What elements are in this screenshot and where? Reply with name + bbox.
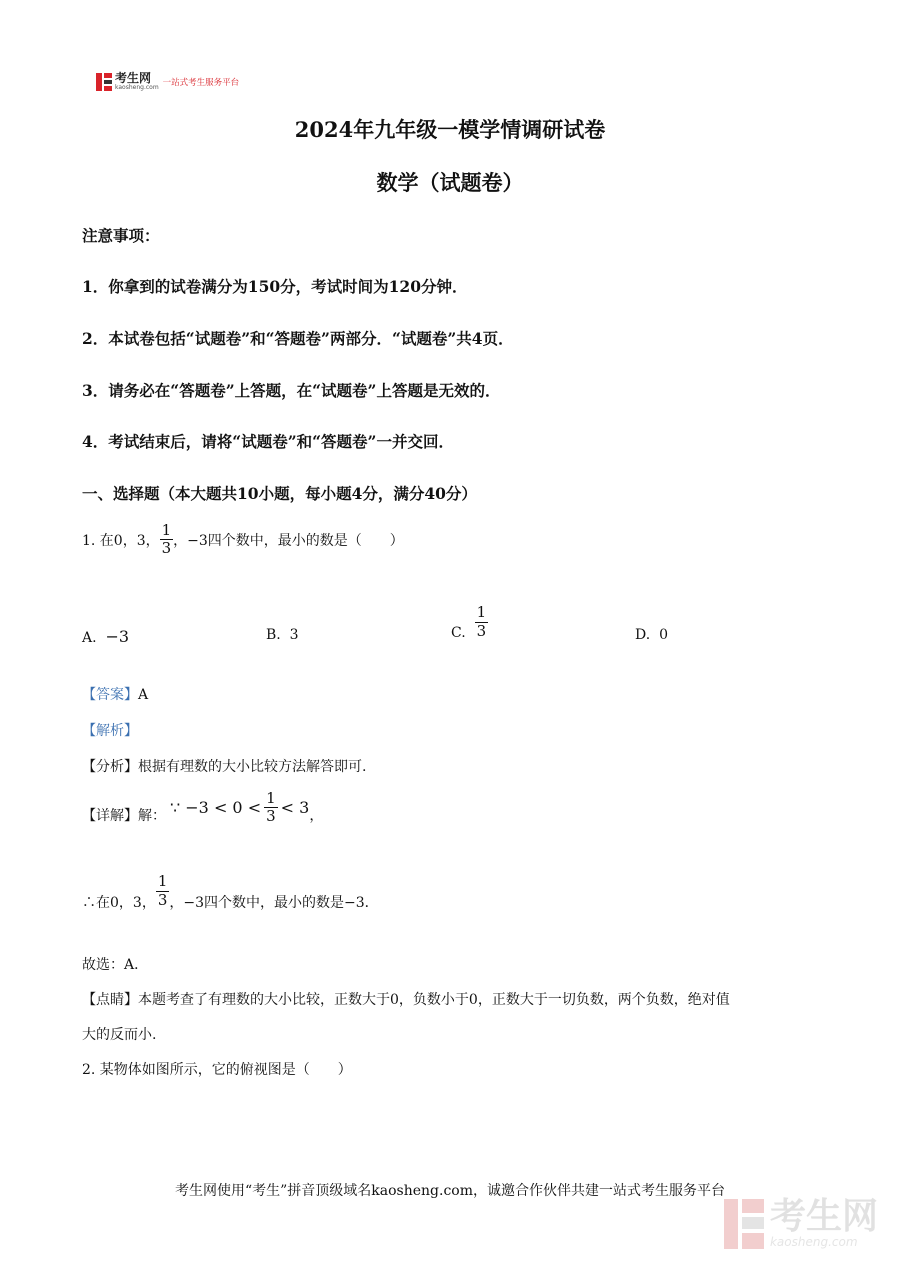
q1-stem-suffix: ，−3四个数中，最小的数是（ ） <box>173 532 404 549</box>
inequality-left: ∵ −3 < 0 < <box>170 798 262 818</box>
brand-domain: kaosheng.com <box>115 84 159 91</box>
watermark-name: 考生网 <box>769 1196 878 1237</box>
notice-item-4: 4．考试结束后，请将“试题卷”和“答题卷”一并交回． <box>82 432 454 451</box>
therefore-line: ∴在0，3， $\frac{1}{3}$ ，−3四个数中，最小的数是−3． <box>82 872 379 911</box>
xiangjie-line: 【详解】 解： ∵ −3 < 0 < $\frac{1}{3}$ < 3 ， <box>82 789 324 826</box>
dianjing-line-2: 大的反而小. <box>82 1027 157 1043</box>
inequality-right: < 3 <box>280 798 310 818</box>
option-a: A. −3 <box>82 627 130 646</box>
notice-item-2: 2．本试卷包括“试题卷”和“答题卷”两部分．“试题卷”共4页． <box>82 329 514 348</box>
therefore-fraction: $\frac{1}{3}$ <box>157 872 168 909</box>
option-c-fraction: $\frac{1}{3}$ <box>476 603 487 640</box>
notice-item-3: 3．请务必在“答题卷”上答题，在“试题卷”上答题是无效的． <box>82 381 501 400</box>
answer-value: A <box>138 687 149 703</box>
question-2-stem: 2. 某物体如图所示，它的俯视图是（ ） <box>82 1062 352 1078</box>
watermark-logo-icon <box>724 1199 764 1249</box>
option-d: D. 0 <box>635 627 669 643</box>
brand-logo-icon <box>96 73 112 91</box>
watermark-domain: kaosheng.com <box>769 1235 858 1249</box>
brand-logo <box>96 72 239 91</box>
notice-item-1: 1．你拿到的试卷满分为150分，考试时间为120分钟． <box>82 277 468 296</box>
question-1-stem <box>82 522 404 558</box>
inequality-fraction: $\frac{1}{3}$ <box>266 789 276 826</box>
page-title: 2024年九年级一模学情调研试卷 <box>294 117 606 142</box>
footer-text: 考生网使用“考生”拼音顶级域名kaosheng.com，诚邀合作伙伴共建一站式考生服务平台 <box>174 1183 726 1199</box>
fenxi-line: 【分析】根据有理数的大小比较方法解答即可. <box>82 759 367 775</box>
option-c: C. $\frac{1}{3}$ <box>451 603 487 641</box>
analysis-tag: 【解析】 <box>82 723 138 739</box>
brand-name: 考生网 <box>115 71 152 85</box>
notice-heading: 注意事项： <box>82 226 160 245</box>
choose-line: 故选：A． <box>82 957 149 973</box>
watermark <box>724 1196 878 1249</box>
fraction-one-third: $\frac{1}{3}$ <box>161 521 172 558</box>
page-subtitle: 数学（试题卷） <box>376 170 524 195</box>
answer-line <box>82 684 148 704</box>
answer-tag: 【答案】 <box>82 687 138 703</box>
dianjing-line-1: 【点睛】本题考查了有理数的大小比较，正数大于0，负数小于0，正数大于一切负数，两个负数，绝对值 <box>82 992 730 1008</box>
option-b: B. 3 <box>266 627 299 643</box>
brand-slogan: 一站式考生服务平台 <box>162 77 240 88</box>
section-heading: 一、选择题（本大题共10小题，每小题4分，满分40分） <box>82 484 477 503</box>
q1-stem-prefix: 1. 在0，3， <box>82 532 160 549</box>
